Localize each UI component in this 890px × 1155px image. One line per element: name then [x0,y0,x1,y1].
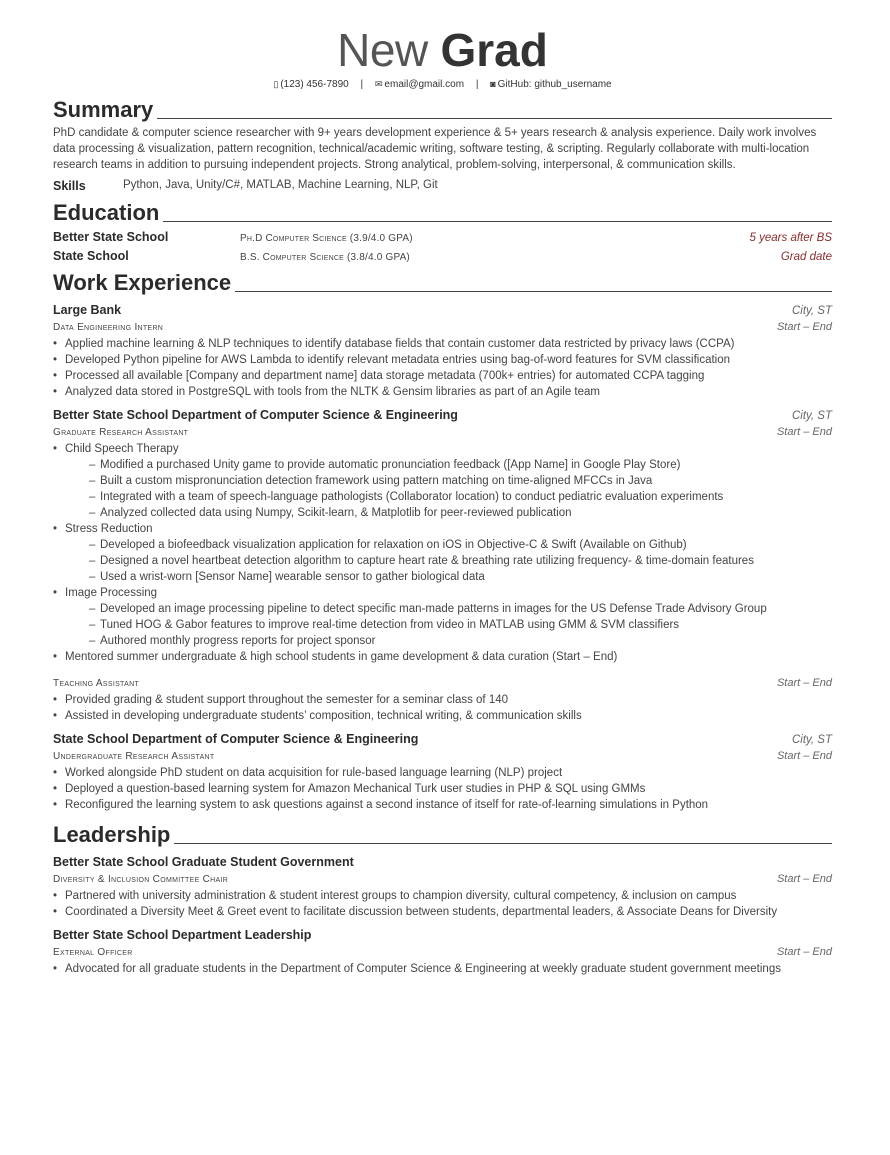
section-title: Leadership [53,822,171,847]
list-item: • Advocated for all graduate students in the Department of Computer Science & Engineering at weekly graduate student government meetings [53,961,832,977]
phone-number[interactable]: (123) 456-7890 [280,79,349,90]
summary-heading [53,98,832,122]
position-title: External Officer [53,947,133,958]
list-item [53,585,832,649]
education-date: Grad date [780,251,832,263]
bullet-list [53,336,832,400]
envelope-icon: ✉ [374,79,383,89]
separator: | [475,79,479,90]
organization: Better State School Graduate Student Government [53,855,354,869]
list-item: • Reconfigured the learning system to ask questions against a second instance of itself for rate-of-learning simulations in Python [53,797,832,813]
section-rule [163,221,832,222]
section-rule [235,291,832,292]
job-title: Undergraduate Research Assistant [53,751,215,762]
separator: | [360,79,364,90]
position-dates: Start – End [776,946,832,958]
job-location: City, ST [791,305,832,317]
bullet-list [53,765,832,813]
job-header [53,408,832,422]
role-row [53,750,832,762]
list-item: • Worked alongside PhD student on data acquisition for rule-based language learning (NLP) project [53,765,832,781]
organization: Better State School Department Leadership [53,928,312,942]
section-rule [174,843,832,844]
sub-item: – Integrated with a team of speech-language pathologists (Collaborator location) to conduct pediatric evaluation experiments [89,489,832,505]
section-title: Work Experience [53,270,232,295]
bullet-list [53,961,832,977]
org-header [53,928,832,942]
first-name: New [337,24,428,76]
job-header [53,732,832,746]
list-item: • Developed Python pipeline for AWS Lambda to identify relevant metadata entries using bag-of-word features for SVM classification [53,352,832,368]
job-location: City, ST [791,410,832,422]
education-row [53,230,832,244]
leadership-heading [53,823,832,847]
list-item [53,521,832,585]
role-row [53,946,832,958]
bullet-list [53,441,832,665]
github-link[interactable]: GitHub: github_username [497,79,612,90]
skills-label: Skills [53,179,86,193]
project-label: Image Processing [65,587,158,599]
job-header [53,303,832,317]
sub-item: – Authored monthly progress reports for project sponsor [89,633,832,649]
sub-list [65,601,832,649]
section-rule [157,118,832,119]
education-row [53,249,832,263]
github-icon: ◙ [490,79,496,89]
employer: State School Department of Computer Science & Engineering [53,732,419,746]
role-row [53,321,832,333]
education-date: 5 years after BS [749,232,832,244]
employer: Better State School Department of Computer Science & Engineering [53,408,458,422]
degree: Ph.D Computer Science (3.9/4.0 GPA) [240,233,413,244]
sub-item: – Designed a novel heartbeat detection algorithm to capture heart rate & breathing rate utilizing frequency- & time-domain features [89,553,832,569]
position-dates: Start – End [776,873,832,885]
list-item: • Partnered with university administration & student interest groups to champion diversity, cultural competency, & inclusion on campus [53,888,832,904]
email-link[interactable]: email@gmail.com [384,79,465,90]
sub-list [65,537,832,585]
work-heading [53,271,832,295]
degree: B.S. Computer Science (3.8/4.0 GPA) [240,252,410,263]
job-title: Graduate Research Assistant [53,427,189,438]
last-name: Grad [440,24,548,76]
sub-item: – Modified a purchased Unity game to provide automatic pronunciation feedback ([App Name] in Google Play Store) [89,457,832,473]
list-item: • Deployed a question-based learning system for Amazon Mechanical Turk user studies in PHP & SQL using GMMs [53,781,832,797]
list-item [53,441,832,521]
employer: Large Bank [53,303,122,317]
list-item: • Provided grading & student support throughout the semester for a seminar class of 140 [53,692,832,708]
job-dates: Start – End [776,677,832,689]
list-item: • Processed all available [Company and department name] data storage metadata (700k+ entries) for automated CCPA tagging [53,368,832,384]
job-dates: Start – End [776,426,832,438]
list-item: • Assisted in developing undergraduate students’ composition, technical writing, & communication skills [53,708,832,724]
section-title: Summary [53,97,154,122]
skills-list: Python, Java, Unity/C#, MATLAB, Machine Learning, NLP, Git [123,179,438,191]
bullet-list [53,888,832,920]
sub-item: – Developed an image processing pipeline to detect specific man-made patterns in images for the US Defense Trade Advisory Group [89,601,832,617]
sub-item: – Built a custom mispronunciation detection framework using pattern matching on time-aligned MFCCs in Java [89,473,832,489]
position-title: Diversity & Inclusion Committee Chair [53,874,229,885]
org-header [53,855,832,869]
job-dates: Start – End [776,321,832,333]
sub-item: – Developed a biofeedback visualization application for relaxation on iOS in Objective-C & Swift (Available on Github) [89,537,832,553]
job-location: City, ST [791,734,832,746]
job-dates: Start – End [776,750,832,762]
job-title: Teaching Assistant [53,678,140,689]
section-title: Education [53,200,160,225]
school-name: Better State School [53,230,169,244]
contact-line [53,79,832,90]
education-heading [53,201,832,225]
role-row [53,677,832,689]
sub-item: – Analyzed collected data using Numpy, Scikit-learn, & Matplotlib for peer-reviewed publication [89,505,832,521]
skills-row [53,179,832,193]
phone-icon: ▯ [273,79,279,89]
bullet-list [53,692,832,724]
sub-item: – Used a wrist-worn [Sensor Name] wearable sensor to gather biological data [89,569,832,585]
sub-list [65,457,832,521]
list-item: • Analyzed data stored in PostgreSQL with tools from the NLTK & Gensim libraries as part of an Agile team [53,384,832,400]
role-row [53,426,832,438]
sub-item: – Tuned HOG & Gabor features to improve real-time detection from video in MATLAB using GMM & SVM classifiers [89,617,832,633]
list-item: • Coordinated a Diversity Meet & Greet event to facilitate discussion between students, departmental leaders, & Associate Deans for Diversity [53,904,832,920]
job-title: Data Engineering Intern [53,322,164,333]
summary-text: PhD candidate & computer science researcher with 9+ years development experience & 5+ years research & analysis experience. Daily work involves data processing & visualization, pattern recognition, technical/academic writing, software testing, & scripting. Regularly collaborate with multi-location research teams in addition to pursuing independent projects. Strong analytical, problem-solving, interpersonal, & communication skills. [53,127,817,171]
project-label: Stress Reduction [65,523,153,535]
school-name: State School [53,249,129,263]
role-row [53,873,832,885]
project-label: Child Speech Therapy [65,443,179,455]
candidate-name [53,25,832,75]
spacer [53,665,832,673]
list-item: • Applied machine learning & NLP techniques to identify database fields that contain customer data restricted by privacy laws (CCPA) [53,336,832,352]
list-item: • Mentored summer undergraduate & high school students in game development & data curation (Start – End) [53,649,832,665]
